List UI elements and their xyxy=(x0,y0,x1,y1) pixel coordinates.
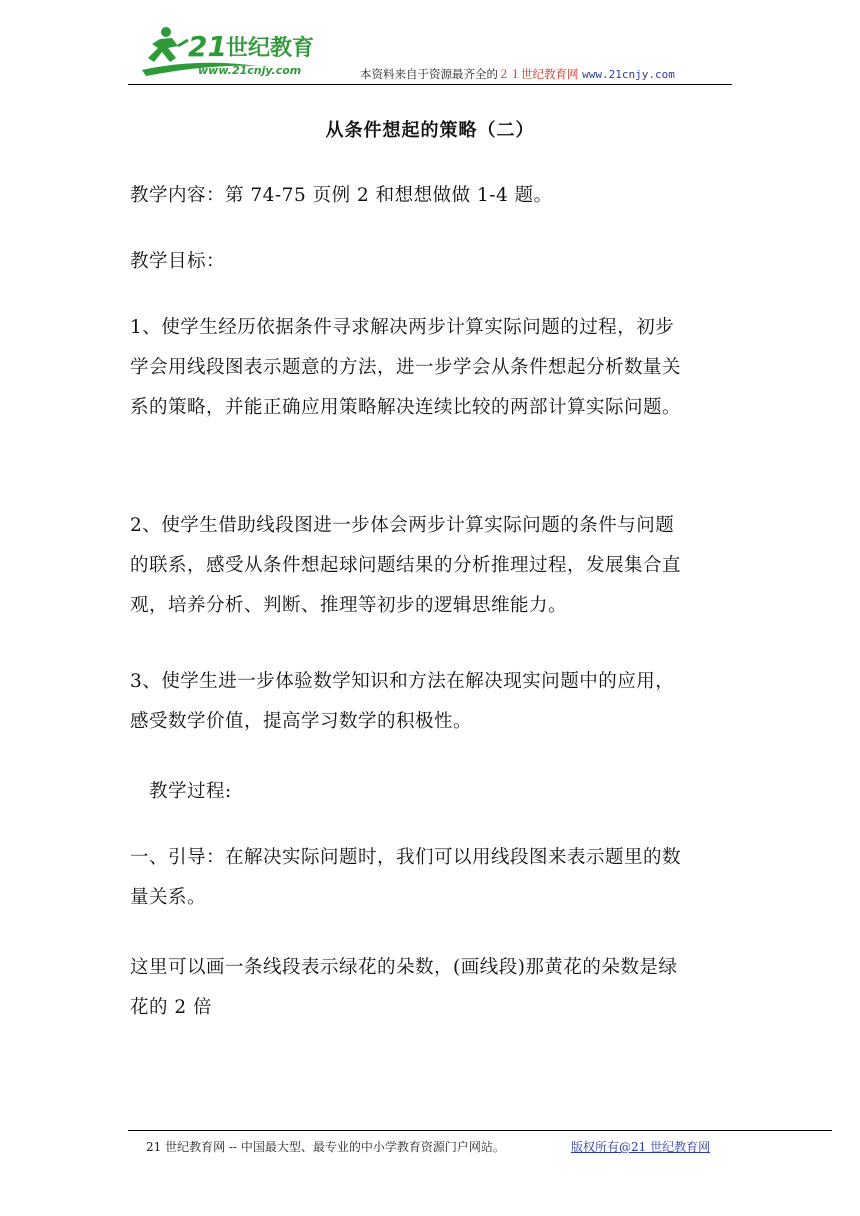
paragraph-goals-heading: 教学目标： xyxy=(130,251,226,272)
header-note-site[interactable]: www.21cnjy.com xyxy=(582,68,675,81)
document-title: 从条件想起的策略（二） xyxy=(325,120,535,141)
paragraph-goal-3: 3、使学生进一步体验数学知识和方法在解决现实问题中的应用，感受数学价值，提高学习数学的积极性。 xyxy=(130,671,675,732)
footer-text: 21 世纪教育网 -- 中国最大型、最专业的中小学教育资源门户网站。 xyxy=(146,1140,505,1154)
header-note-prefix: 本资料来自于资源最齐全的 xyxy=(360,67,498,81)
paragraph-step-1-detail: 这里可以画一条线段表示绿花的朵数，(画线段)那黄花的朵数是绿花的 2 倍 xyxy=(130,957,678,1018)
footer-divider xyxy=(128,1130,832,1131)
site-logo xyxy=(138,22,348,82)
page-header xyxy=(128,20,732,85)
svg-text:21: 21 xyxy=(188,30,227,63)
svg-text:www.21cnjy.com: www.21cnjy.com xyxy=(198,64,302,77)
footer-copyright-link[interactable]: 版权所有@21 世纪教育网 xyxy=(571,1140,711,1154)
paragraph-goal-2: 2、使学生借助线段图进一步体会两步计算实际问题的条件与问题的联系，感受从条件想起球问题结果的分析推理过程，发展集合直观，培养分析、判断、推理等初步的逻辑思维能力。 xyxy=(130,515,682,616)
paragraph-content: 教学内容：第 74-75 页例 2 和想想做做 1-4 题。 xyxy=(130,185,553,206)
paragraph-step-1: 一、引导：在解决实际问题时，我们可以用线段图来表示题里的数量关系。 xyxy=(130,847,682,908)
paragraph-goal-1: 1、使学生经历依据条件寻求解决两步计算实际问题的过程，初步学会用线段图表示题意的方法，进一步学会从条件想起分析数量关系的策略，并能正确应用策略解决连续比较的两部计算实际问题。 xyxy=(130,317,682,418)
header-note-brand: ２１世纪教育网 xyxy=(498,67,579,81)
svg-text:世纪教育: 世纪教育 xyxy=(226,36,315,61)
paragraph-process-heading: 教学过程: xyxy=(130,781,232,802)
header-source-note xyxy=(360,66,675,82)
